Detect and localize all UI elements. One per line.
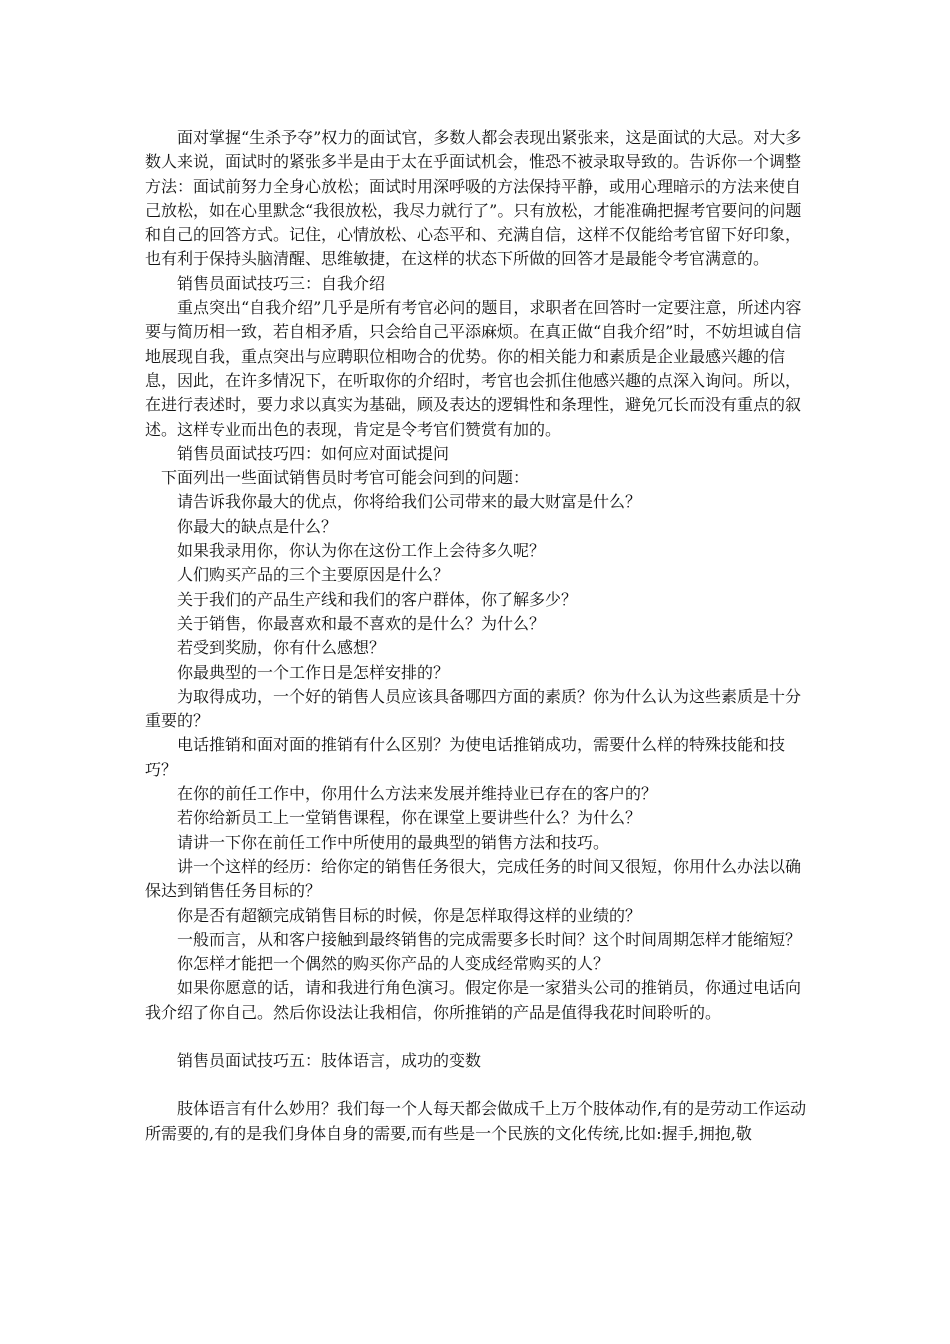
question-item: 你最大的缺点是什么？ <box>177 516 338 536</box>
question-item: 讲一个这样的经历：给你定的销售任务很大，完成任务的时间又很短，你用什么办法以确保达到销售任务目标的？ <box>145 856 802 901</box>
question-item: 你怎样才能把一个偶然的购买你产品的人变成经常购买的人？ <box>177 954 610 974</box>
document-body <box>145 126 809 1146</box>
paragraph-relax: 面对掌握“生杀予夺”权力的面试官，多数人都会表现出紧张来，这是面试的大忌。对大多数人来说，面试时的紧张多半是由于太在乎面试机会，惟恐不被录取导致的。告诉你一个调整方法：面试前努力全身心放松；面试时用深呼吸的方法保持平静，或用心理暗示的方法来使自己放松，如在心里默念“我很放松，我尽力就行了”。只有放松，才能准确把握考官要问的问题和自己的回答方式。记住，心情放松、心态平和、充满自信，这样不仅能给考官留下好印象，也有利于保持头脑清醒、思维敏捷，在这样的状态下所做的回答才是最能令考官满意的。 <box>145 128 802 269</box>
question-item: 人们购买产品的三个主要原因是什么？ <box>177 565 450 585</box>
question-item: 若受到奖励，你有什么感想？ <box>177 638 386 658</box>
heading-tip-3: 销售员面试技巧三：自我介绍 <box>177 273 386 293</box>
question-item: 在你的前任工作中，你用什么方法来发展并维持业已存在的客户的？ <box>177 784 658 804</box>
paragraph-body-language: 肢体语言有什么妙用？我们每一个人每天都会做成千上万个肢体动作,有的是劳动工作运动所需要的,有的是我们身体自身的需要,而有些是一个民族的文化传统,比如:握手,拥抱,敬 <box>145 1099 807 1143</box>
question-item: 请讲一下你在前任工作中所使用的最典型的销售方法和技巧。 <box>177 832 610 852</box>
question-item: 一般而言，从和客户接触到最终销售的完成需要多长时间？这个时间周期怎样才能缩短？ <box>177 929 802 949</box>
question-item: 为取得成功，一个好的销售人员应该具备哪四方面的素质？你为什么认为这些素质是十分重要的？ <box>145 686 802 731</box>
heading-tip-5: 销售员面试技巧五：肢体语言，成功的变数 <box>177 1050 482 1070</box>
question-item: 若你给新员工上一堂销售课程，你在课堂上要讲些什么？为什么？ <box>177 808 642 828</box>
question-item: 关于销售，你最喜欢和最不喜欢的是什么？为什么？ <box>177 613 546 633</box>
question-item: 如果你愿意的话，请和我进行角色演习。假定你是一家猎头公司的推销员，你通过电话向我介绍了你自己。然后你设法让我相信，你所推销的产品是值得我花时间聆听的。 <box>145 978 802 1022</box>
heading-tip-4: 销售员面试技巧四：如何应对面试提问 <box>177 443 450 463</box>
paragraph-questions-intro: 下面列出一些面试销售员时考官可能会问到的问题： <box>161 468 530 488</box>
blank-line <box>145 1073 809 1097</box>
blank-line <box>145 1025 809 1049</box>
question-item: 关于我们的产品生产线和我们的客户群体，你了解多少？ <box>177 589 578 609</box>
paragraph-self-intro: 重点突出“自我介绍”几乎是所有考官必问的题目，求职者在回答时一定要注意，所述内容要与简历相一致，若自相矛盾，只会给自己平添麻烦。在真正做“自我介绍”时，不妨坦诚自信地展现自我，重点突出与应聘职位相吻合的优势。你的相关能力和素质是企业最感兴趣的信息，因此，在许多情况下，在听取你的介绍时，考官也会抓住他感兴趣的点深入询问。所以，在进行表述时，要力求以真实为基础，顾及表达的逻辑性和条理性，避免冗长而没有重点的叙述。这样专业而出色的表现，肯定是令考官们赞赏有加的。 <box>145 298 802 439</box>
question-item: 你最典型的一个工作日是怎样安排的？ <box>177 662 450 682</box>
question-item: 如果我录用你，你认为你在这份工作上会待多久呢？ <box>177 541 546 561</box>
question-item: 电话推销和面对面的推销有什么区别？为使电话推销成功，需要什么样的特殊技能和技巧？ <box>145 735 786 779</box>
question-item: 请告诉我你最大的优点，你将给我们公司带来的最大财富是什么？ <box>177 492 642 512</box>
question-item: 你是否有超额完成销售目标的时候，你是怎样取得这样的业绩的？ <box>177 905 642 925</box>
